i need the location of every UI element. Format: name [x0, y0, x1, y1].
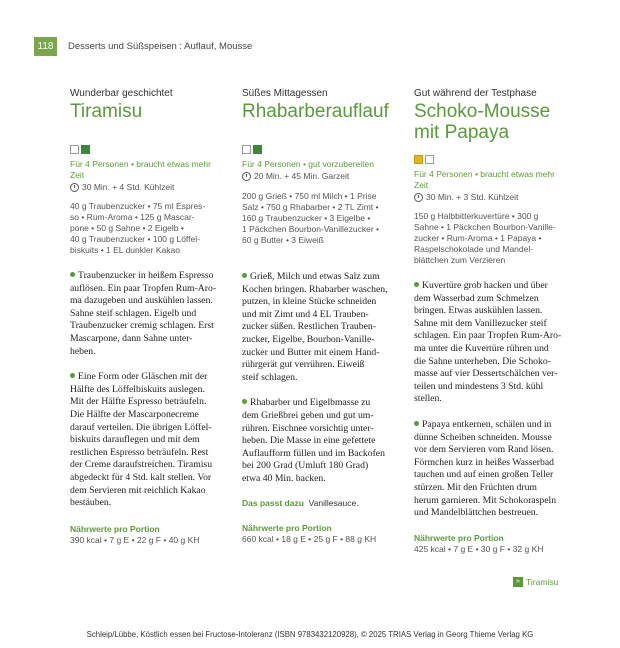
recipe-title — [414, 101, 576, 143]
indicator-yellow-square — [414, 155, 423, 164]
nutrition-label: Nährwerte pro Portion — [414, 532, 504, 543]
recipe-tiramisu — [70, 88, 230, 546]
meta-line: Zeit — [70, 170, 85, 180]
ingredient-line: 160 g Traubenzucker • 3 Eigelbe • — [242, 213, 371, 223]
page-number: 118 — [34, 37, 57, 56]
ingredient-line: Salz • 750 g Rhabarber • 2 TL Zimt • — [242, 202, 379, 212]
meta-line: Zeit — [414, 180, 429, 190]
ingredient-line: pone • 50 g Sahne • 2 Eigelb • — [70, 223, 184, 233]
recipe-schoko-mousse — [414, 88, 576, 555]
nutrition-label: Nährwerte pro Portion — [70, 523, 160, 534]
cross-reference-text: Tiramisu — [526, 577, 559, 587]
recipe-meta — [242, 159, 402, 170]
difficulty-indicator — [414, 155, 576, 164]
tip-label: Das passt dazu — [242, 497, 304, 508]
ingredient-line: 40 g Traubenzucker • 100 g Löffel- — [70, 234, 200, 244]
ingredients — [242, 191, 402, 246]
time-text: 30 Min. + 4 Std. Kühlzeit — [82, 182, 175, 192]
recipe-kicker: Gut während der Testphase — [414, 88, 537, 99]
recipe-title — [70, 101, 230, 122]
title-line: mit Papaya — [414, 122, 510, 143]
nutrition-label: Nährwerte pro Portion — [242, 522, 332, 533]
clock-icon — [242, 172, 251, 181]
meta-line: Für 4 Personen • braucht etwas mehr — [414, 169, 555, 179]
time-text: 30 Min. + 3 Std. Kühlzeit — [426, 192, 519, 202]
recipe-time — [242, 171, 402, 182]
ingredient-line: 1 Päckchen Bourbon-Vanillezucker • — [242, 224, 380, 234]
nutrition-value: 390 kcal • 7 g E • 22 g F • 40 g KH — [70, 534, 200, 545]
ingredient-line: biskuits • 1 EL dunkler Kakao — [70, 245, 180, 255]
ingredient-line: so • Rum-Aroma • 125 g Mascar- — [70, 212, 195, 222]
indicator-green-square — [253, 145, 262, 154]
instruction-step: Eine Form oder Gläschen mit der Hälfte des Löffelbiskuits auslegen. Mit der Hälfte Espresso beträufeln. Die Hälfte der Mascarponecreme darauf verteilen. Die übrigen Löffel- biskuits darauflegen und mit dem restlichen Espresso beträufeln. Rest der Creme daraufstreichen. Tiramisu abgedeckt für 4 Std. kalt stellen. Vor dem Servieren mit reichlich Kakao bestäuben. — [70, 371, 213, 509]
double-arrow-icon: » — [513, 577, 523, 587]
serving-tip — [242, 498, 402, 509]
recipe-kicker: Süßes Mittagessen — [242, 88, 328, 99]
bullet-icon — [70, 272, 75, 277]
tip-text: Vanillesauce. — [308, 497, 359, 508]
clock-icon — [70, 183, 79, 192]
difficulty-indicator — [70, 145, 230, 154]
cross-reference-link[interactable] — [513, 577, 558, 587]
title-line: Tiramisu — [70, 101, 143, 122]
instruction-step: Papaya entkernen, schälen und in dünne Scheiben schneiden. Mousse vor dem Servieren vom Rand lösen. Förmchen kurz in heißes Wasserbad tauchen und auf einen großen Teller stürzen. Mit den Früchten drum herum garnieren. Mit Schokoraspeln und Mandelblättchen bestreuen. — [414, 418, 557, 519]
bullet-icon — [414, 421, 419, 426]
bullet-icon — [70, 373, 75, 378]
recipe-time — [70, 182, 230, 193]
title-line: Rhabarberauflauf — [242, 101, 389, 122]
ingredients — [70, 201, 230, 256]
indicator-empty-square — [242, 145, 251, 154]
running-head: Desserts und Süßspeisen : Auflauf, Mousse — [68, 41, 253, 52]
recipe-title — [242, 101, 402, 122]
recipe-kicker: Wunderbar geschichtet — [70, 88, 173, 99]
recipe-meta — [414, 169, 576, 191]
difficulty-indicator — [242, 145, 402, 154]
meta-line: Für 4 Personen • gut vorzubereiten — [242, 159, 374, 169]
ingredient-line: 150 g Halbbitterkuvertüre • 300 g — [414, 211, 539, 221]
ingredient-line: Raspelschokolade und Mandel- — [414, 244, 534, 254]
indicator-empty-square — [425, 155, 434, 164]
recipe-rhabarberauflauf — [242, 88, 402, 545]
recipe-time — [414, 192, 576, 203]
copyright-footer: Schleip/Lübbe, Köstlich essen bei Fructose-Intoleranz (ISBN 9783432120928), © 2025 TRIAS Verlag in Georg Thieme Verlag KG — [86, 630, 534, 639]
ingredient-line: 40 g Traubenzucker • 75 ml Espres- — [70, 201, 206, 211]
clock-icon — [414, 193, 423, 202]
ingredients — [414, 211, 576, 266]
instruction-step: Kuvertüre grob hacken und über dem Wasserbad zum Schmelzen bringen. Etwas auskühlen lassen. Sahne mit dem Vanillezucker steif schlagen. Ein paar Tropfen Rum-Aro- ma unter die Kuvertüre rühren und die Sahne unterheben. Die Schoko- masse auf vier Dessertschälchen ver- teilen und mindestens 3 Std. kühl stellen. — [414, 280, 562, 405]
ingredient-line: 60 g Butter • 3 Eiweiß — [242, 235, 324, 245]
ingredient-line: Sahne • 1 Päckchen Bourbon-Vanille- — [414, 222, 556, 232]
time-text: 20 Min. + 45 Min. Garzeit — [254, 171, 350, 181]
ingredient-line: zucker • Rum-Aroma • 1 Papaya • — [414, 233, 542, 243]
title-line: Schoko-Mousse — [414, 101, 551, 122]
ingredient-line: blättchen zum Verzieren — [414, 255, 506, 265]
recipe-meta — [70, 159, 230, 181]
indicator-empty-square — [70, 145, 79, 154]
ingredient-line: 200 g Grieß • 750 ml Milch • 1 Prise — [242, 191, 377, 201]
bullet-icon — [242, 399, 247, 404]
meta-line: Für 4 Personen • braucht etwas mehr — [70, 159, 211, 169]
nutrition-value: 425 kcal • 7 g E • 30 g F • 32 g KH — [414, 543, 544, 554]
instruction-step: Rhabarber und Eigelbmasse zu dem Grießbrei geben und gut um- rühren. Eischnee vorsichtig unter- heben. Die Masse in eine gefettete Auflaufform füllen und im Backofen bei 200 Grad (Umluft 180 Grad) etwa 40 Min. backen. — [242, 397, 385, 484]
indicator-green-square — [81, 145, 90, 154]
bullet-icon — [242, 273, 247, 278]
nutrition-value: 660 kcal • 18 g E • 25 g F • 88 g KH — [242, 533, 377, 544]
bullet-icon — [414, 282, 419, 287]
instruction-step: Grieß, Milch und etwas Salz zum Kochen bringen. Rhabarber waschen, putzen, in kleine Stücke schneiden und mit Zimt und 4 EL Trauben- zucker süßen. Restlichen Trauben- zucker, Eigelbe, Bourbon-Vanille- zucker und Butter mit einem Hand- rührgerät gut verrühren. Eiweiß steif schlagen. — [242, 271, 388, 383]
instruction-step: Traubenzucker in heißem Espresso auflösen. Ein paar Tropfen Rum-Aro- ma dazugeben und auskühlen lassen. Sahne steif schlagen. Eigelb und Traubenzucker cremig schlagen. Erst Mascarpone, dann Sahne unter- heben. — [70, 270, 217, 357]
